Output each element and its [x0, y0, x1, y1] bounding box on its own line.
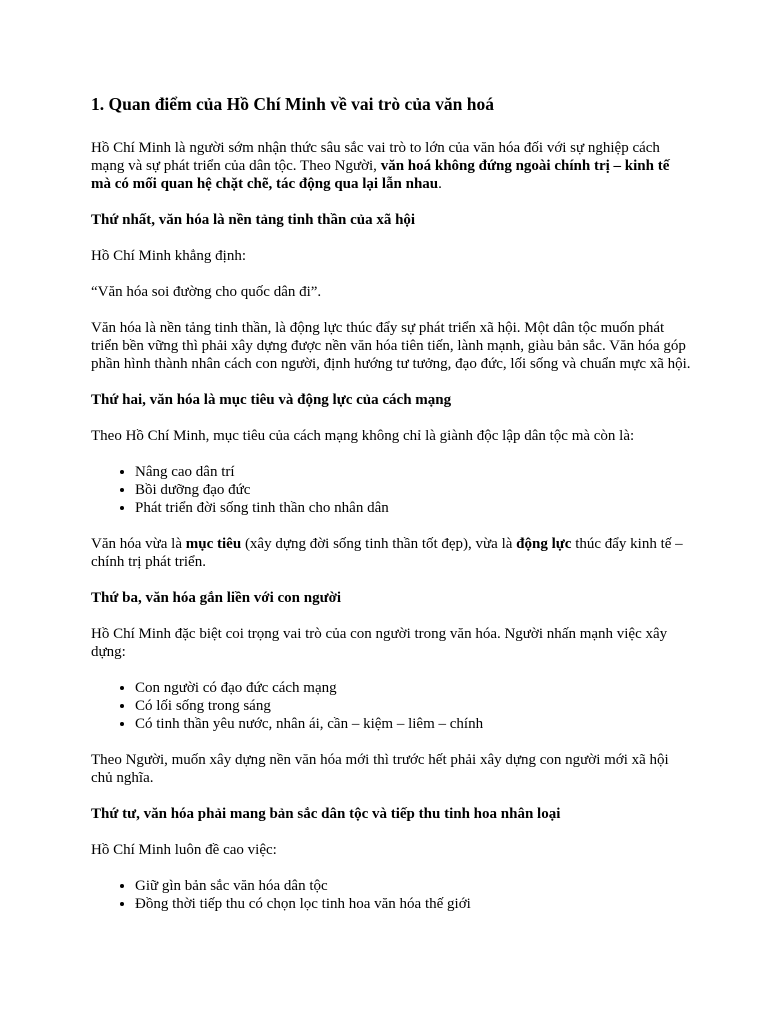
bold-goal: mục tiêu — [185, 536, 242, 552]
section-3-paragraph-2: Theo Người, muốn xây dựng nền văn hóa mới thì trước hết phải xây dựng con người mới xã hội chủ nghĩa. — [91, 752, 669, 786]
list-item: • Giữ gìn bản sắc văn hóa dân tộc — [135, 877, 691, 895]
list-item: • Có lối sống trong sáng — [135, 697, 691, 715]
bold-motive: động lực — [516, 536, 572, 552]
section-1-quote: “Văn hóa soi đường cho quốc dân đi”. — [91, 284, 322, 300]
section-2-paragraph-2 — [91, 535, 691, 571]
list-item: • Con người có đạo đức cách mạng — [135, 679, 691, 697]
section-3-paragraph-1: Hồ Chí Minh đặc biệt coi trọng vai trò của con người trong văn hóa. Người nhấn mạnh việc xây dựng: — [91, 626, 668, 660]
text: (xây dựng đời sống tinh thần tốt đẹp), vừa là — [241, 536, 517, 552]
text: thúc đẩy kinh tế – chính trị phát triển. — [91, 536, 683, 570]
document-title: 1. Quan điểm của Hồ Chí Minh về vai trò của văn hoá — [91, 94, 495, 114]
section-3-list — [91, 679, 691, 733]
section-2-heading: Thứ hai, văn hóa là mục tiêu và động lực của cách mạng — [91, 392, 452, 408]
section-1-paragraph-2: Văn hóa là nền tảng tinh thần, là động lực thúc đẩy sự phát triển xã hội. Một dân tộc muốn phát triển bền vững thì phải xây dựng được nền văn hóa tiên tiến, lành mạnh, giàu bản sắc. Văn hóa góp phần hình thành nhân cách con người, định hướng tư tưởng, đạo đức, lối sống và chuẩn mực xã hội. — [91, 320, 691, 372]
intro-text: Hồ Chí Minh là người sớm nhận thức sâu sắc vai trò to lớn của văn hóa đối với sự nghiệp cách mạng và sự phát triển của dân tộc. Theo Người, — [91, 140, 660, 174]
section-4-heading: Thứ tư, văn hóa phải mang bản sắc dân tộc và tiếp thu tinh hoa nhân loại — [91, 806, 561, 822]
intro-bold: văn hoá không đứng ngoài chính trị – kinh tế mà có mối quan hệ chặt chẽ, tác động qua lại lẫn nhau — [91, 158, 670, 192]
list-item: • Đồng thời tiếp thu có chọn lọc tinh hoa văn hóa thế giới — [135, 895, 691, 913]
intro-paragraph — [91, 139, 691, 193]
list-item: • Phát triển đời sống tinh thần cho nhân dân — [135, 499, 691, 517]
section-3-heading: Thứ ba, văn hóa gắn liền với con người — [91, 590, 342, 606]
intro-end: . — [438, 176, 442, 192]
section-2-list — [91, 463, 691, 517]
section-1-heading: Thứ nhất, văn hóa là nền tảng tinh thần của xã hội — [91, 212, 416, 228]
section-4-paragraph-1: Hồ Chí Minh luôn đề cao việc: — [91, 842, 277, 858]
text: Văn hóa vừa là — [91, 536, 186, 552]
section-4-list — [91, 877, 691, 913]
document-body — [91, 94, 691, 931]
list-item: • Nâng cao dân trí — [135, 463, 691, 481]
list-item: • Có tinh thần yêu nước, nhân ái, cần – kiệm – liêm – chính — [135, 715, 691, 733]
list-item: • Bồi dưỡng đạo đức — [135, 481, 691, 499]
section-2-paragraph-1: Theo Hồ Chí Minh, mục tiêu của cách mạng không chỉ là giành độc lập dân tộc mà còn là: — [91, 428, 635, 444]
section-1-paragraph-1: Hồ Chí Minh khẳng định: — [91, 248, 247, 264]
